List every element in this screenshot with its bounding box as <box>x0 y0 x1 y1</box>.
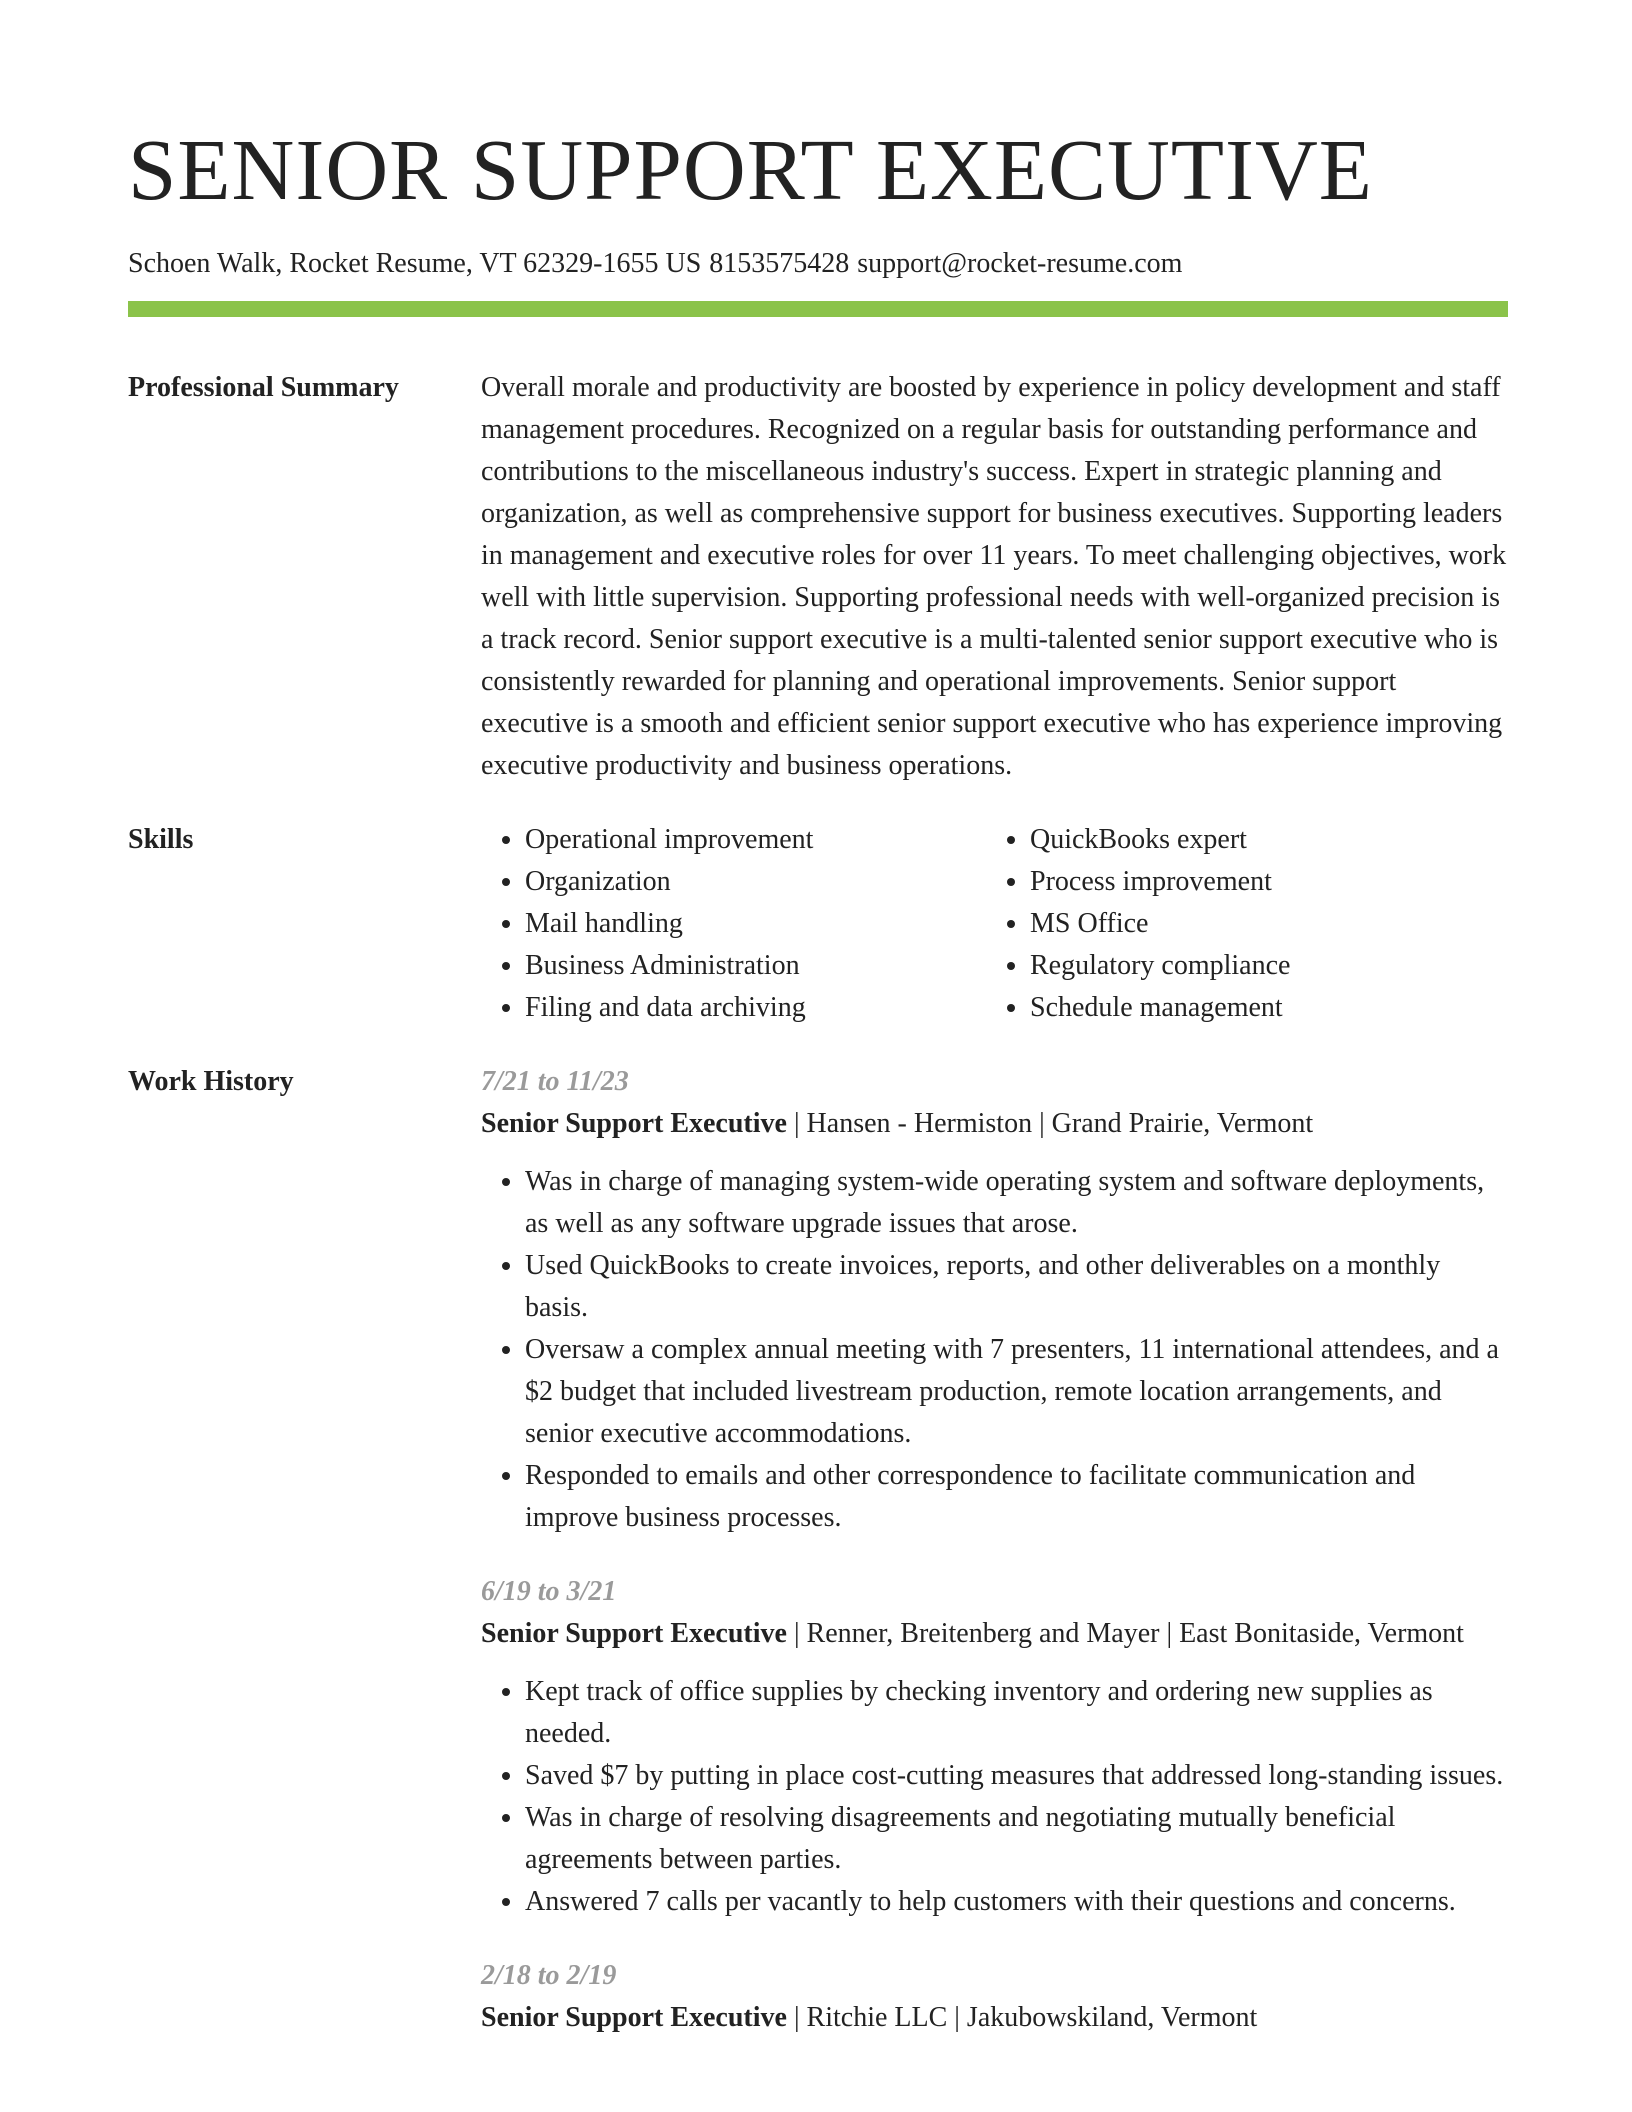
job-heading <box>481 1613 1508 1655</box>
contact-line <box>128 247 1508 281</box>
resume-page <box>128 0 1508 2039</box>
skills-section <box>128 819 1508 1029</box>
skill-item: • Organization <box>525 861 986 903</box>
candidate-name: SENIOR SUPPORT EXECUTIVE <box>128 121 1373 218</box>
job-bullet: • Used QuickBooks to create invoices, reports, and other deliverables on a monthly basis. <box>525 1245 1508 1329</box>
skill-item: • Filing and data archiving <box>525 987 986 1029</box>
summary-section <box>128 367 1508 787</box>
job-bullet: • Kept track of office supplies by checking inventory and ordering new supplies as needed. <box>525 1671 1508 1755</box>
summary-text: Overall morale and productivity are boosted by experience in policy development and staff management procedures. Recognized on a regular basis for outstanding performance and contributions to the miscellaneous industry's success. Expert in strategic planning and organization, as well as comprehensive support for business executives. Supporting leaders in management and executive roles for over 11 years. To meet challenging objectives, work well with little supervision. Supporting professional needs with well-organized precision is a track record. Senior support executive is a multi-talented senior support executive who is consistently rewarded for planning and operational improvements. Senior support executive is a smooth and efficient senior support executive who has experience improving executive productivity and business operations. <box>481 372 1507 781</box>
job-title: Senior Support Executive <box>481 2002 787 2033</box>
job-entry <box>481 1061 1508 1539</box>
section-label-skills: Skills <box>128 824 194 855</box>
job-heading <box>481 1103 1508 1145</box>
job-dates: 6/19 to 3/21 <box>481 1576 617 1607</box>
skill-item: • Schedule management <box>1030 987 1290 1029</box>
job-employer-location: | Ritchie LLC | Jakubowskiland, Vermont <box>786 2002 1258 2033</box>
job-heading <box>481 1997 1508 2039</box>
job-entry <box>481 1571 1508 1923</box>
skill-item: • Regulatory compliance <box>1030 945 1290 987</box>
job-bullets <box>481 1161 1508 1539</box>
job-bullet: • Was in charge of managing system-wide operating system and software deployments, as well as any software upgrade issues that arose. <box>525 1161 1508 1245</box>
job-bullet: • Answered 7 calls per vacantly to help customers with their questions and concerns. <box>525 1881 1508 1923</box>
header-divider <box>128 301 1508 317</box>
job-employer-location: | Renner, Breitenberg and Mayer | East Bonitaside, Vermont <box>786 1618 1464 1649</box>
job-bullets <box>481 1671 1508 1923</box>
job-bullet: • Responded to emails and other correspondence to facilitate communication and improve business processes. <box>525 1455 1508 1539</box>
skill-item: • Business Administration <box>525 945 986 987</box>
job-title: Senior Support Executive <box>481 1618 787 1649</box>
job-bullet: • Oversaw a complex annual meeting with 7 presenters, 11 international attendees, and a $2 budget that included livestream production, remote location arrangements, and senior executive accommodations. <box>525 1329 1508 1455</box>
section-label-summary: Professional Summary <box>128 372 399 403</box>
skill-item: • MS Office <box>1030 903 1290 945</box>
contact-address: Schoen Walk, Rocket Resume, VT 62329-1655 US <box>128 248 702 279</box>
skills-list-left <box>481 819 986 1029</box>
skill-item: • Process improvement <box>1030 861 1290 903</box>
skill-item: • Mail handling <box>525 903 986 945</box>
skill-item: • QuickBooks expert <box>1030 819 1290 861</box>
work-history-section <box>128 1061 1508 2039</box>
job-bullet: • Was in charge of resolving disagreements and negotiating mutually beneficial agreements between parties. <box>525 1797 1508 1881</box>
job-employer-location: | Hansen - Hermiston | Grand Prairie, Vermont <box>786 1108 1314 1139</box>
job-title: Senior Support Executive <box>481 1108 787 1139</box>
contact-email: support@rocket-resume.com <box>857 248 1183 279</box>
job-dates: 2/18 to 2/19 <box>481 1960 617 1991</box>
section-label-work-history: Work History <box>128 1066 294 1097</box>
skills-list-right <box>986 819 1290 1029</box>
contact-phone: 8153575428 <box>709 248 850 279</box>
job-dates: 7/21 to 11/23 <box>481 1066 629 1097</box>
job-bullet: • Saved $7 by putting in place cost-cutting measures that addressed long-standing issues. <box>525 1755 1508 1797</box>
skill-item: • Operational improvement <box>525 819 986 861</box>
job-entry <box>481 1955 1508 2039</box>
